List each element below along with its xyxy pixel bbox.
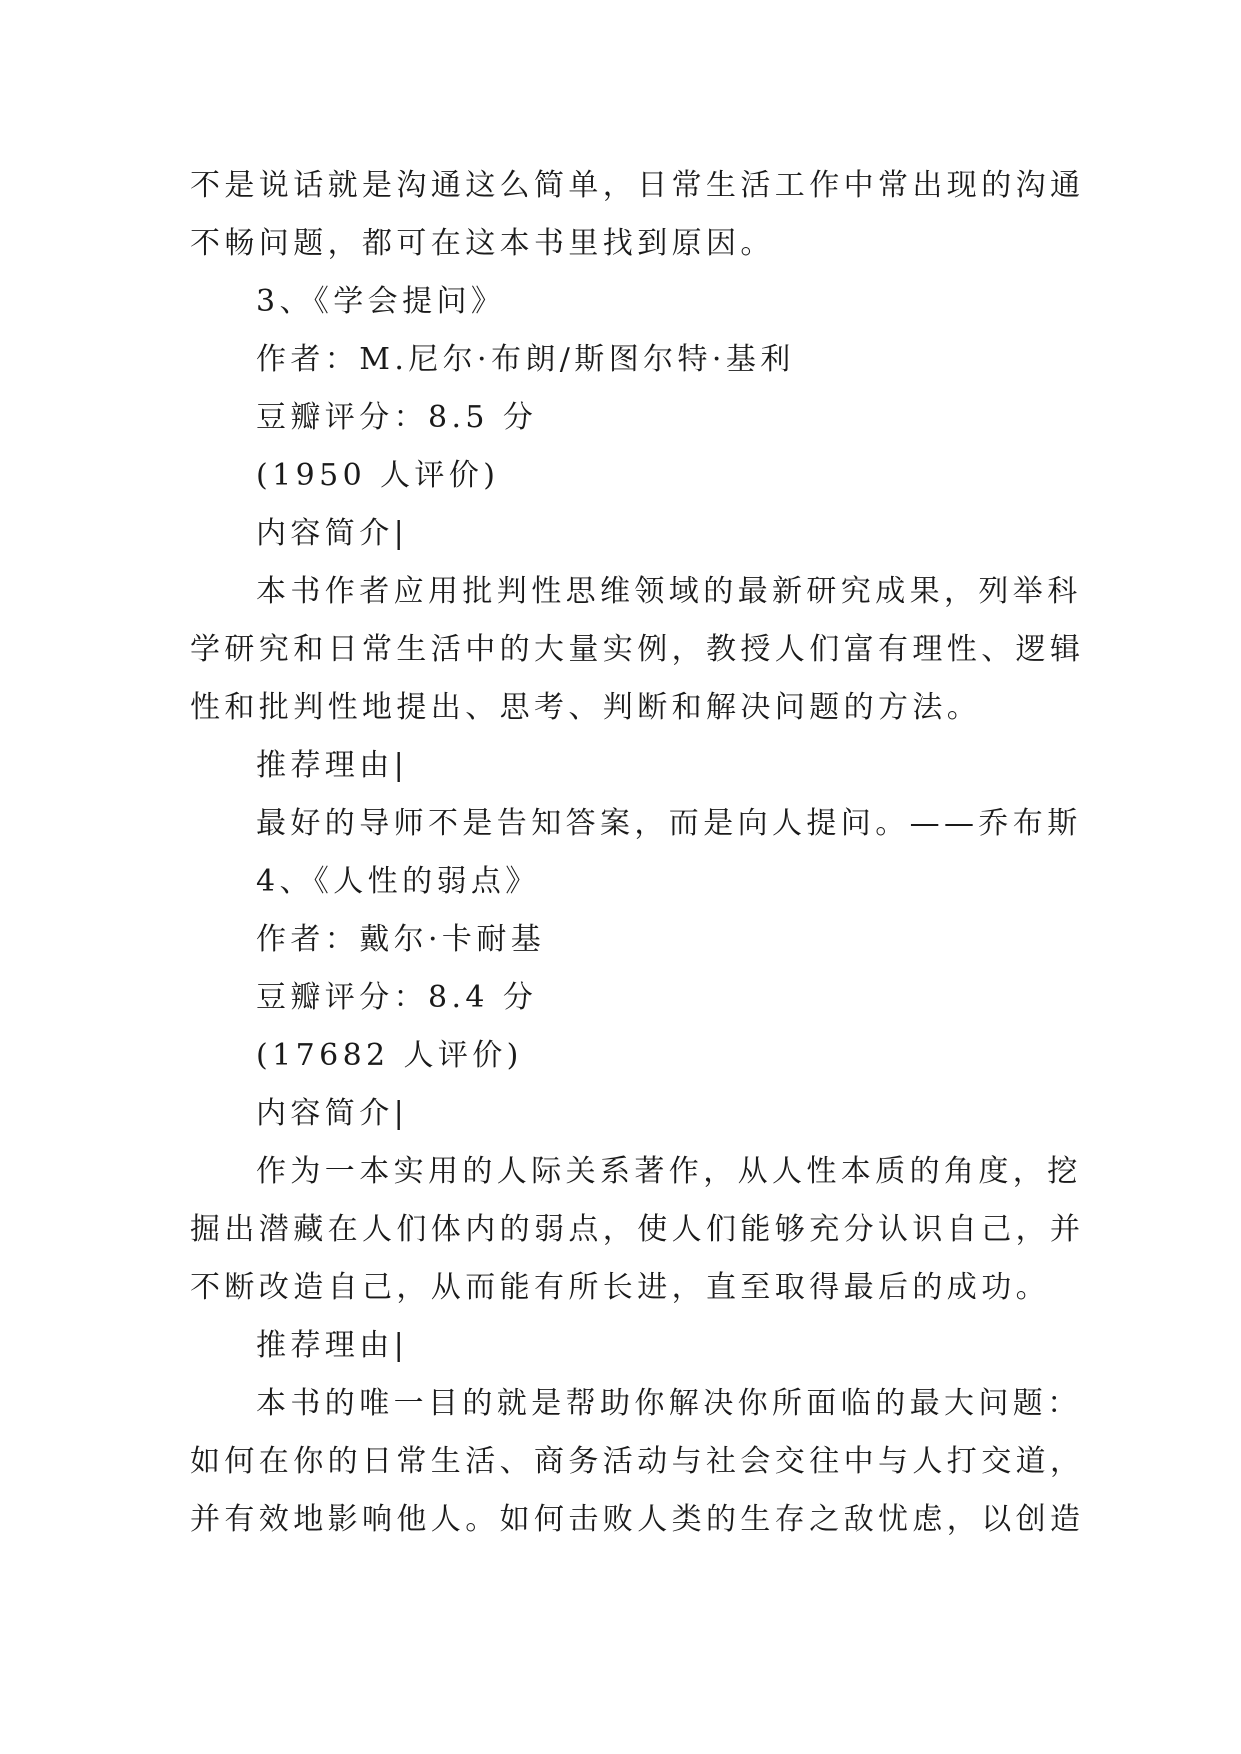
summary-paragraph-line: 不断改造自己，从而能有所长进，直至取得最后的成功。 <box>190 1270 1050 1305</box>
book-rating: 豆瓣评分：8.5 分 <box>256 400 538 435</box>
intro-paragraph-line: 不畅问题，都可在这本书里找到原因。 <box>190 226 775 261</box>
reason-paragraph-line: 本书的唯一目的就是帮助你解决你所面临的最大问题： <box>256 1386 1082 1421</box>
book-title: 4、《人性的弱点》 <box>256 864 540 899</box>
section-label-reason: 推荐理由| <box>256 748 409 783</box>
summary-paragraph-line: 本书作者应用批判性思维领域的最新研究成果，列举科 <box>256 574 1082 609</box>
summary-paragraph-line: 学研究和日常生活中的大量实例，教授人们富有理性、逻辑 <box>190 632 1085 667</box>
section-label-reason: 推荐理由| <box>256 1328 409 1363</box>
section-label-summary: 内容简介| <box>256 1096 409 1131</box>
book-review-count: (1950 人评价) <box>256 458 500 493</box>
reason-paragraph-line: 并有效地影响他人。如何击败人类的生存之敌忧虑，以创造 <box>190 1502 1085 1537</box>
book-rating: 豆瓣评分：8.4 分 <box>256 980 538 1015</box>
summary-paragraph-line: 作为一本实用的人际关系著作，从人性本质的角度，挖 <box>256 1154 1082 1189</box>
section-label-summary: 内容简介| <box>256 516 409 551</box>
intro-paragraph-line: 不是说话就是沟通这么简单，日常生活工作中常出现的沟通 <box>190 168 1085 203</box>
book-author: 作者：戴尔·卡耐基 <box>256 922 546 957</box>
book-title: 3、《学会提问》 <box>256 284 506 319</box>
summary-paragraph-line: 性和批判性地提出、思考、判断和解决问题的方法。 <box>190 690 982 725</box>
reason-paragraph-line: 最好的导师不是告知答案，而是向人提问。——乔布斯 <box>256 806 1082 841</box>
book-review-count: (17682 人评价) <box>256 1038 523 1073</box>
reason-paragraph-line: 如何在你的日常生活、商务活动与社会交往中与人打交道， <box>190 1444 1085 1479</box>
book-author: 作者：M.尼尔·布朗/斯图尔特·基利 <box>256 342 795 377</box>
summary-paragraph-line: 掘出潜藏在人们体内的弱点，使人们能够充分认识自己，并 <box>190 1212 1085 1247</box>
